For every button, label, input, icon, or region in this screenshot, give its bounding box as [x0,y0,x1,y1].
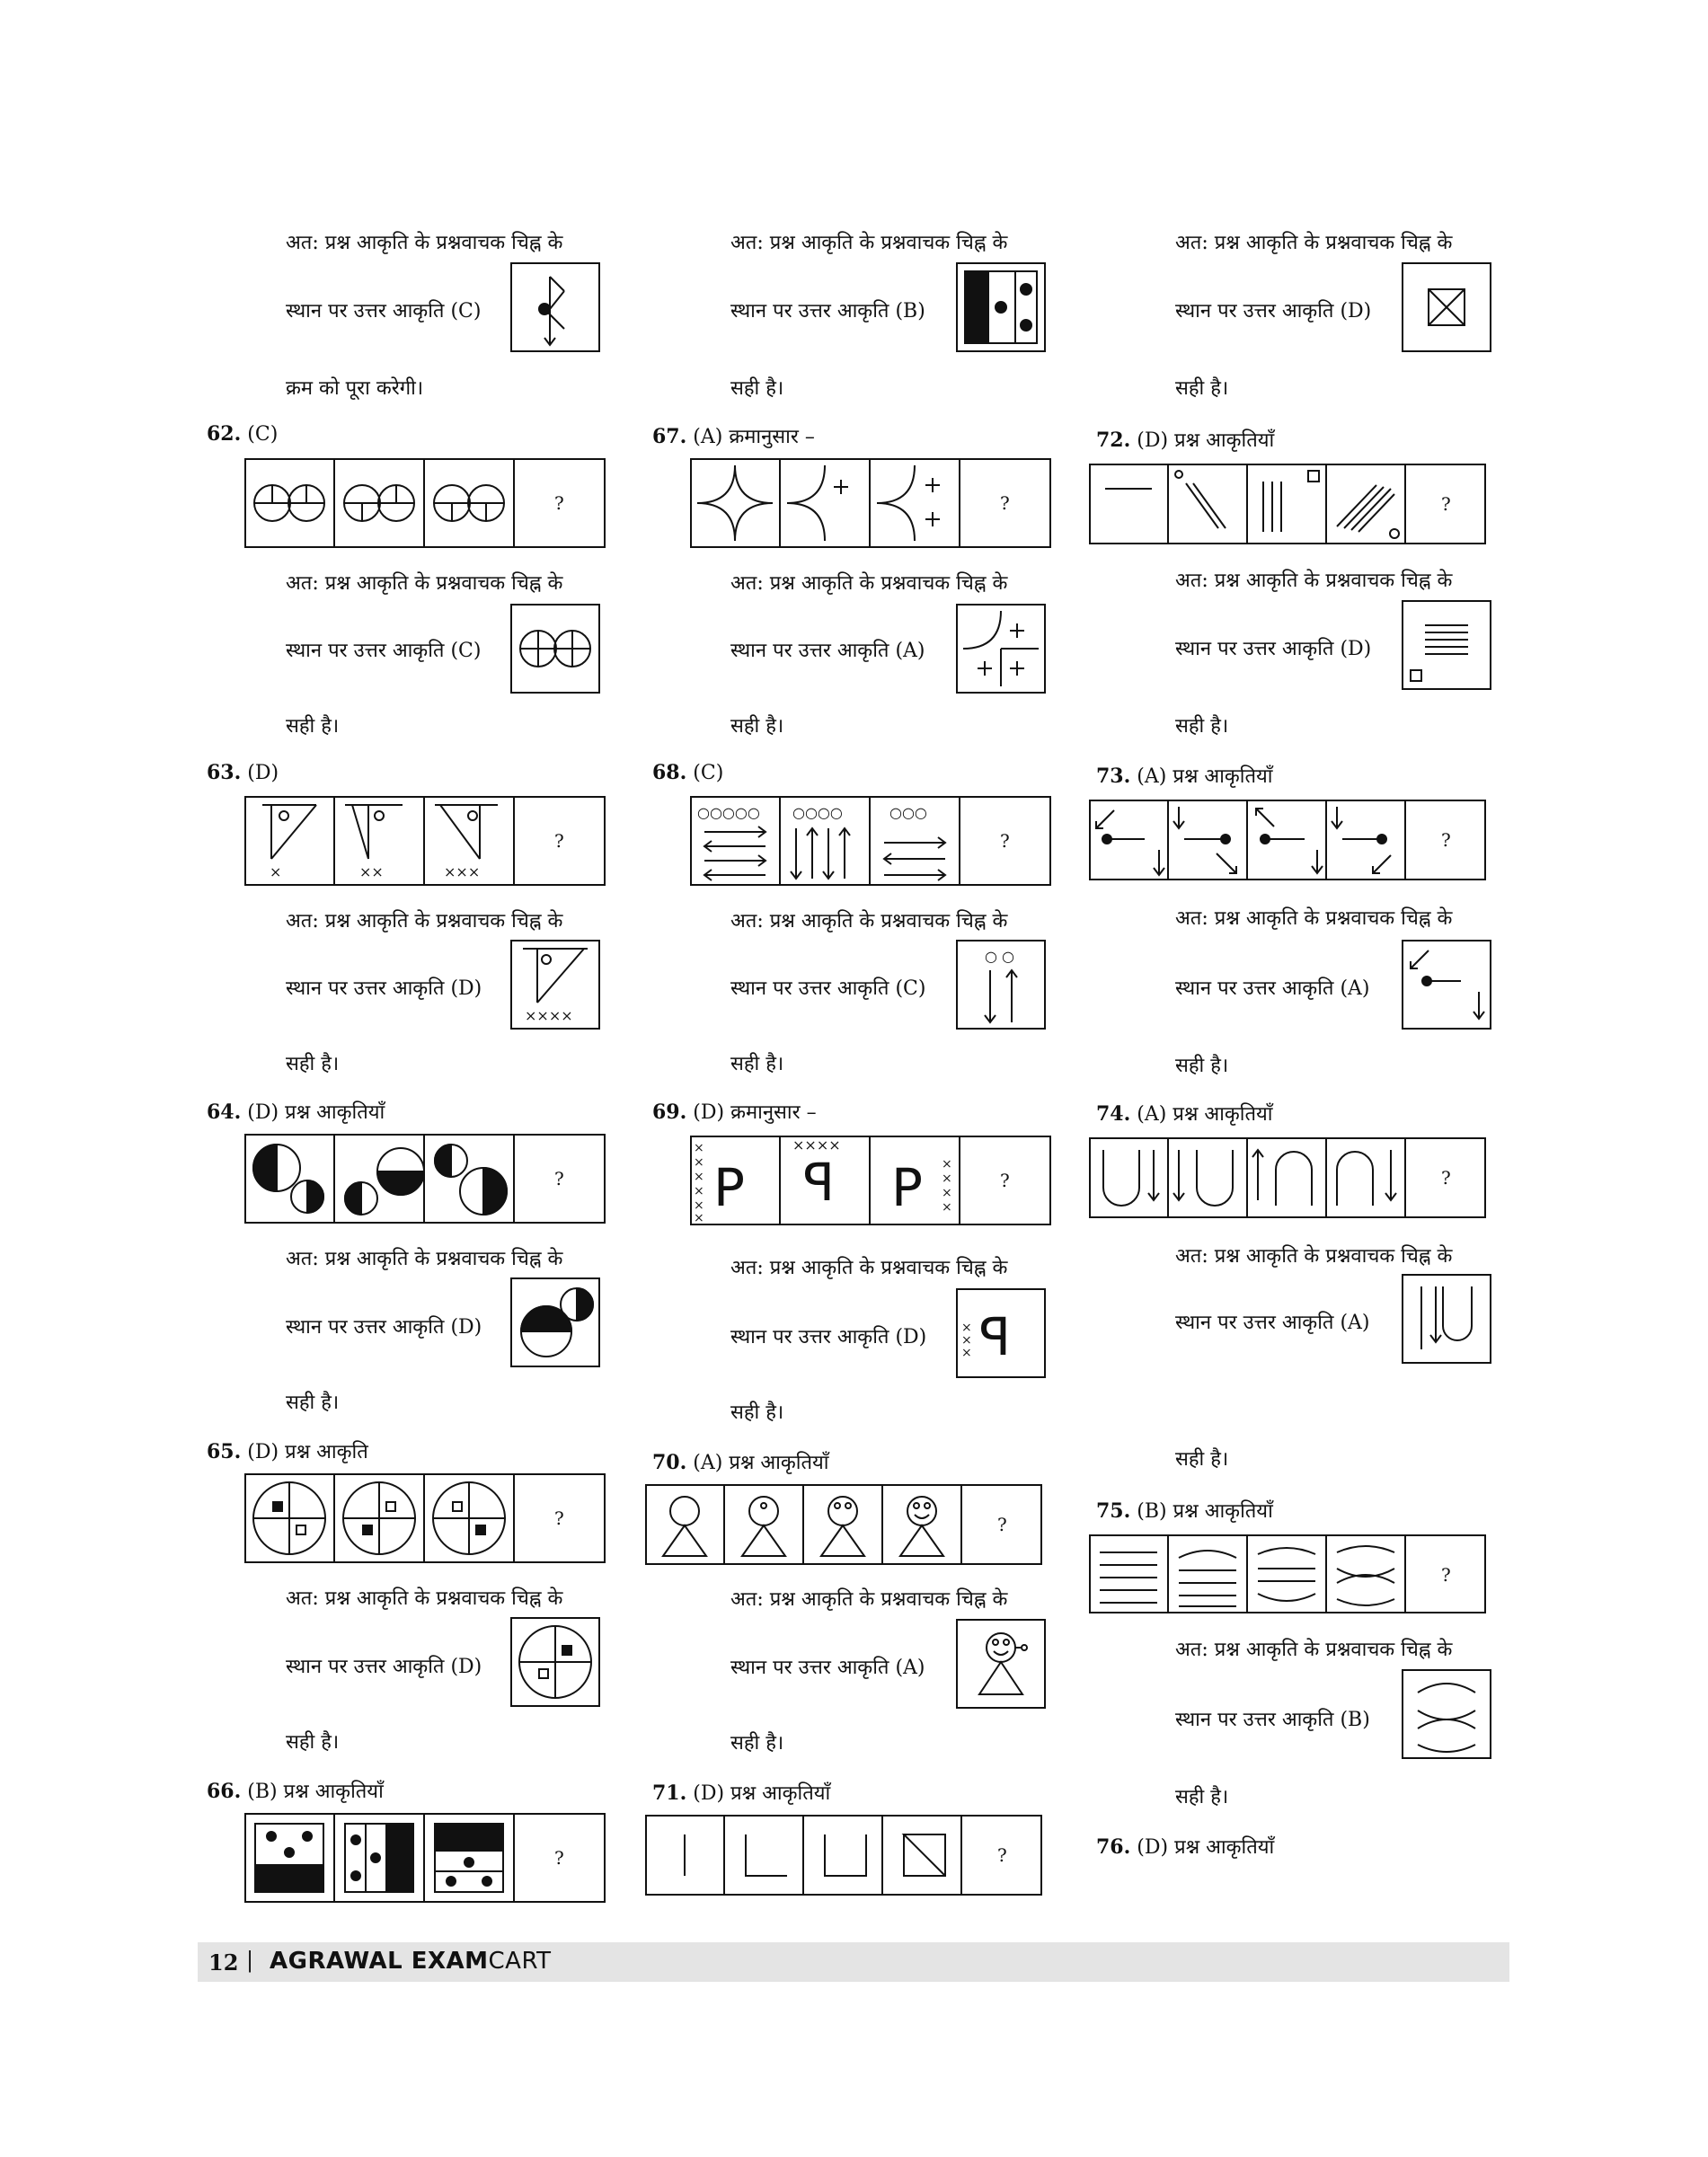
svg-text:×: × [694,1198,704,1213]
question-62-figures [244,458,606,548]
svg-text:×: × [961,1333,972,1348]
result-line2: स्थान पर उत्तर आकृति (D) [286,977,482,1000]
correct-text: सही है। [286,1731,340,1754]
result-line2: स्थान पर उत्तर आकृति (B) [1175,1709,1370,1731]
question-mark: ? [554,1847,564,1869]
result-line2: स्थान पर उत्तर आकृति (D) [286,1316,482,1339]
result-line2: स्थान पर उत्तर आकृति (D) [730,1326,927,1348]
svg-text:××××: ×××× [525,1007,573,1024]
correct-text: सही है। [286,1392,340,1414]
svg-text:××: ×× [359,863,384,880]
svg-text:×: × [694,1141,704,1155]
question-71-header: 71. (D) प्रश्न आकृतियाँ [652,1781,831,1805]
question-75-header: 75. (B) प्रश्न आकृतियाँ [1096,1499,1273,1523]
svg-text:P: P [713,1157,745,1218]
svg-text:○ ○: ○ ○ [985,948,1015,965]
question-68-header: 68. (C) [652,761,724,784]
complete-text: क्रम को पूरा करेगी। [286,377,424,400]
question-mark: ? [554,1507,564,1529]
answer-figure [956,1288,1046,1378]
result-line1: अत: प्रश्न आकृति के प्रश्नवाचक चिह्न के [1175,907,1453,930]
correct-text: सही है। [1175,1786,1229,1808]
result-line1: अत: प्रश्न आकृति के प्रश्नवाचक चिह्न के [286,910,563,933]
question-66-figures [244,1813,606,1903]
svg-text:×: × [694,1211,704,1225]
question-65-header: 65. (D) प्रश्न आकृति [207,1440,368,1463]
result-line1: अत: प्रश्न आकृति के प्रश्नवाचक चिह्न के [1175,1639,1453,1661]
result-line1: अत: प्रश्न आकृति के प्रश्नवाचक चिह्न के [1175,232,1453,254]
question-63-header: 63. (D) [207,761,279,784]
question-69-figures [690,1136,1051,1225]
answer-figure [510,604,600,694]
result-line2: स्थान पर उत्तर आकृति (A) [1175,1312,1370,1334]
svg-text:×: × [961,1346,972,1360]
question-mark: ? [1000,492,1010,514]
question-mark: ? [1441,493,1451,515]
question-70-header: 70. (A) प्रश्न आकृतियाँ [652,1451,829,1474]
question-64-header: 64. (D) प्रश्न आकृतियाँ [207,1101,385,1124]
question-72-header: 72. (D) प्रश्न आकृतियाँ [1096,429,1275,452]
result-line2: स्थान पर उत्तर आकृति (A) [1175,977,1370,1000]
question-68-figures [690,796,1051,886]
correct-text: सही है। [730,1401,784,1424]
correct-text: सही है। [730,1053,784,1075]
result-line1: अत: प्रश्न आकृति के प्रश्नवाचक चिह्न के [286,1587,563,1610]
svg-text:×: × [961,1321,972,1335]
answer-figure-b [956,262,1046,352]
answer-figure [1402,940,1491,1030]
question-73-figures [1089,800,1486,882]
question-mark: ? [554,1168,564,1189]
result-line1: अत: प्रश्न आकृति के प्रश्नवाचक चिह्न के [730,572,1008,595]
svg-text:××××: ×××× [792,1136,841,1154]
answer-figure [956,604,1046,694]
svg-text:×: × [694,1184,704,1198]
correct-text: सही है। [1175,1448,1229,1471]
result-line1: अत: प्रश्न आकृति के प्रश्नवाचक चिह्न के [730,1588,1008,1611]
correct-text: सही है। [730,377,784,400]
result-line1: अत: प्रश्न आकृति के प्रश्नवाचक चिह्न के [286,572,563,595]
question-mark: ? [997,1844,1007,1866]
question-mark: ? [997,1514,1007,1535]
svg-text:×: × [942,1200,952,1215]
result-line2: स्थान पर उत्तर आकृति (B) [730,300,925,323]
result-line2: स्थान पर उत्तर आकृति (D) [1175,638,1372,660]
svg-text:ꟼ: ꟼ [803,1152,835,1213]
question-62-header: 62. (C) [207,422,279,446]
result-line2: स्थान पर उत्तर आकृति (C) [730,977,926,1000]
question-mark: ? [1000,1170,1010,1191]
result-line2: स्थान पर उत्तर आकृति (D) [1175,300,1372,323]
footer-separator: | [246,1948,254,1973]
question-74-header: 74. (A) प्रश्न आकृतियाँ [1096,1102,1273,1126]
question-65-figures [244,1473,606,1563]
correct-text: सही है। [1175,715,1229,738]
question-73-header: 73. (A) प्रश्न आकृतियाँ [1096,765,1273,788]
question-76-header: 76. (D) प्रश्न आकृतियाँ [1096,1835,1275,1859]
answer-figure [510,1277,600,1367]
svg-text:×: × [270,863,282,880]
question-75-figures [1089,1534,1486,1615]
result-line1: अत: प्रश्न आकृति के प्रश्नवाचक चिह्न के [730,910,1008,933]
answer-figure [956,940,1046,1030]
result-line1: अत: प्रश्न आकृति के प्रश्नवाचक चिह्न के [1175,570,1453,592]
answer-figure [956,1619,1046,1709]
question-69-header: 69. (D) क्रमानुसार – [652,1101,817,1124]
answer-figure [1402,1274,1491,1364]
result-line1: अत: प्रश्न आकृति के प्रश्नवाचक चिह्न के [286,1248,563,1270]
svg-text:○○○: ○○○ [889,804,927,821]
correct-text: सही है। [730,1732,784,1755]
question-mark: ? [554,830,564,852]
answer-figure-c [510,262,600,352]
answer-figure [1402,1669,1491,1759]
svg-text:×: × [942,1186,952,1200]
result-line2: स्थान पर उत्तर आकृति (C) [286,300,482,323]
result-line2: स्थान पर उत्तर आकृति (D) [286,1656,482,1678]
result-line2: स्थान पर उत्तर आकृति (A) [730,640,925,662]
question-mark: ? [1441,1167,1451,1189]
svg-text:P: P [891,1157,923,1218]
answer-figure [510,940,600,1030]
svg-text:ꟼ: ꟼ [979,1306,1011,1367]
correct-text: सही है। [286,1053,340,1075]
result-line2: स्थान पर उत्तर आकृति (A) [730,1657,925,1679]
correct-text: सही है। [1175,1055,1229,1077]
page-number: 12 [208,1949,239,1976]
question-mark: ? [554,492,564,514]
correct-text: सही है। [730,715,784,738]
svg-text:×: × [694,1170,704,1184]
question-67-header: 67. (A) क्रमानुसार – [652,425,815,448]
result-line1: अत: प्रश्न आकृति के प्रश्नवाचक चिह्न के [1175,1245,1453,1268]
question-mark: ? [1441,829,1451,851]
question-67-figures [690,458,1051,548]
question-63-figures [244,796,606,886]
question-72-figures [1089,464,1486,546]
question-70-figures [645,1484,1042,1567]
correct-text: सही है। [1175,377,1229,400]
svg-text:×: × [942,1171,952,1186]
answer-figure [510,1617,600,1707]
question-74-figures [1089,1137,1486,1220]
svg-text:×: × [694,1155,704,1170]
svg-text:×: × [942,1157,952,1171]
question-mark: ? [1441,1564,1451,1586]
svg-text:×××: ××× [444,863,481,880]
answer-figure-d [1402,262,1491,352]
result-line2: स्थान पर उत्तर आकृति (C) [286,640,482,662]
answer-figure [1402,600,1491,690]
question-64-figures [244,1134,606,1224]
result-line1: अत: प्रश्न आकृति के प्रश्नवाचक चिह्न के [730,1257,1008,1279]
question-71-figures [645,1815,1042,1897]
brand-logo: AGRAWAL EXAMCART [270,1948,552,1975]
correct-text: सही है। [286,715,340,738]
svg-text:○○○○○: ○○○○○ [697,804,760,821]
svg-text:○○○○: ○○○○ [792,804,843,821]
question-66-header: 66. (B) प्रश्न आकृतियाँ [207,1780,384,1803]
question-mark: ? [1000,830,1010,852]
result-line1: अत: प्रश्न आकृति के प्रश्नवाचक चिह्न के [730,232,1008,254]
result-line1: अत: प्रश्न आकृति के प्रश्नवाचक चिह्न के [286,232,563,254]
